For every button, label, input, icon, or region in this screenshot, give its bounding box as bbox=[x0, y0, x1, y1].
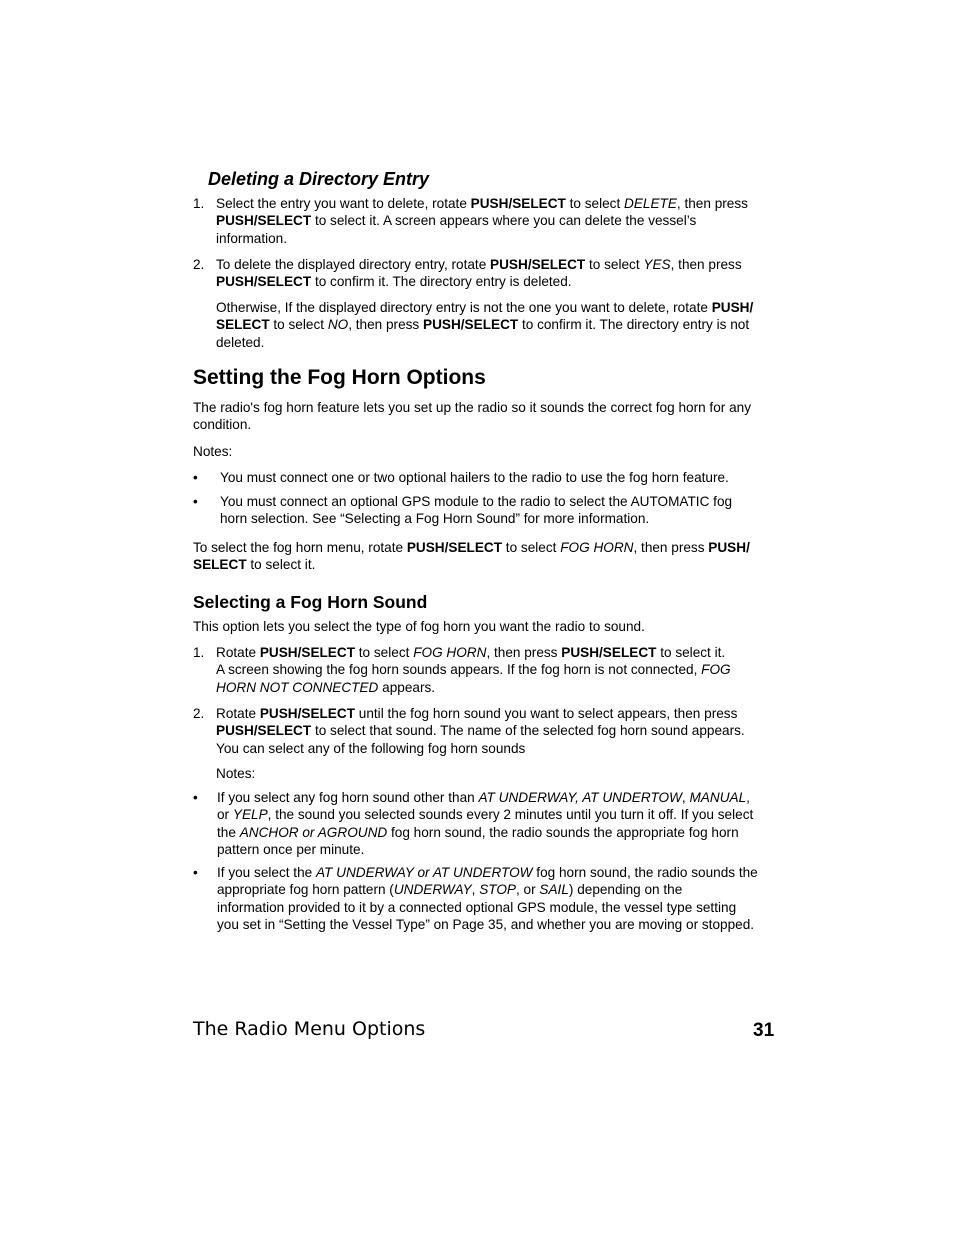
text-line: pattern once per minute. bbox=[217, 841, 365, 857]
text-line: SELECT to select NO, then press PUSH/SELECT to confirm it. The directory entry is not bbox=[216, 317, 750, 333]
text-line: PUSH/SELECT to select that sound. The name of the selected fog horn sound appears. bbox=[216, 723, 745, 739]
section-heading-fog-horn: Setting the Fog Horn Options bbox=[193, 366, 486, 389]
footer-chapter-title: The Radio Menu Options bbox=[193, 1018, 426, 1040]
text-line: If you select the AT UNDERWAY or AT UNDERTOW fog horn sound, the radio sounds the bbox=[217, 865, 758, 880]
bullet-item bbox=[193, 469, 783, 486]
list-number: 2. bbox=[193, 257, 205, 272]
text-line: you set in “Setting the Vessel Type” on Page 35, and whether you are moving or stopped. bbox=[217, 916, 755, 932]
list-number: 1. bbox=[193, 196, 205, 211]
bullet-marker: • bbox=[193, 470, 198, 485]
text-line: Otherwise, If the displayed directory entry is not the one you want to delete, rotate PUSH/ bbox=[216, 300, 754, 315]
paragraph-fog-menu bbox=[193, 539, 783, 574]
text-line: Select the entry you want to delete, rotate PUSH/SELECT to select DELETE, then press bbox=[216, 196, 748, 211]
text-line: HORN NOT CONNECTED appears. bbox=[216, 679, 436, 695]
text-line: The radio's fog horn feature lets you set up the radio so it sounds the correct fog horn for any bbox=[193, 400, 751, 415]
bullet-marker: • bbox=[193, 790, 198, 805]
text-line: SELECT to select it. bbox=[193, 557, 316, 573]
list-item bbox=[193, 644, 783, 696]
list-item bbox=[193, 256, 783, 291]
text-line: You can select any of the following fog horn sounds bbox=[216, 740, 526, 756]
text-line: condition. bbox=[193, 417, 252, 433]
text-line: You must connect one or two optional hailers to the radio to use the fog horn feature. bbox=[220, 470, 729, 485]
text-line: or YELP, the sound you selected sounds every 2 minutes until you turn it off. If you select bbox=[217, 807, 754, 823]
text-line: A screen showing the fog horn sounds appears. If the fog horn is not connected, FOG bbox=[216, 662, 731, 678]
text-line: PUSH/SELECT to confirm it. The directory entry is deleted. bbox=[216, 274, 572, 290]
section-heading-delete-entry: Deleting a Directory Entry bbox=[208, 169, 430, 189]
text-line: To delete the displayed directory entry, rotate PUSH/SELECT to select YES, then press bbox=[216, 257, 742, 272]
paragraph-fog-intro bbox=[193, 399, 783, 434]
text-line: Rotate PUSH/SELECT to select FOG HORN, then press PUSH/SELECT to select it. bbox=[216, 645, 726, 660]
paragraph-sound-intro: This option lets you select the type of fog horn you want the radio to sound. bbox=[193, 619, 645, 634]
paragraph-otherwise bbox=[216, 299, 786, 351]
notes-label: Notes: bbox=[216, 766, 256, 781]
bullet-item bbox=[193, 493, 783, 528]
text-line: horn selection. See “Selecting a Fog Horn Sound” for more information. bbox=[220, 511, 650, 527]
list-item bbox=[193, 195, 783, 247]
text-line: PUSH/SELECT to select it. A screen appears where you can delete the vessel’s bbox=[216, 213, 697, 229]
text-line: appropriate fog horn pattern (UNDERWAY, STOP, or SAIL) depending on the bbox=[217, 882, 683, 898]
bullet-item bbox=[193, 789, 783, 858]
text-line: Rotate PUSH/SELECT until the fog horn sound you want to select appears, then press bbox=[216, 706, 738, 721]
section-heading-fog-sound: Selecting a Fog Horn Sound bbox=[193, 592, 428, 612]
text-line: If you select any fog horn sound other than AT UNDERWAY, AT UNDERTOW, MANUAL, bbox=[217, 790, 750, 805]
text-line: information. bbox=[216, 230, 288, 246]
text-line: information provided to it by a connected optional GPS module, the vessel type setting bbox=[217, 899, 737, 915]
notes-label: Notes: bbox=[193, 444, 233, 459]
list-number: 2. bbox=[193, 706, 205, 721]
text-line: You must connect an optional GPS module to the radio to select the AUTOMATIC fog bbox=[220, 494, 733, 509]
page-number: 31 bbox=[753, 1020, 775, 1041]
list-item bbox=[193, 705, 783, 757]
text-line: the ANCHOR or AGROUND fog horn sound, the radio sounds the appropriate fog horn bbox=[217, 824, 739, 840]
text-line: To select the fog horn menu, rotate PUSH/SELECT to select FOG HORN, then press PUSH/ bbox=[193, 540, 750, 555]
bullet-marker: • bbox=[193, 865, 198, 880]
list-number: 1. bbox=[193, 645, 205, 660]
bullet-marker: • bbox=[193, 494, 198, 509]
text-line: deleted. bbox=[216, 334, 265, 350]
bullet-item bbox=[193, 864, 783, 933]
